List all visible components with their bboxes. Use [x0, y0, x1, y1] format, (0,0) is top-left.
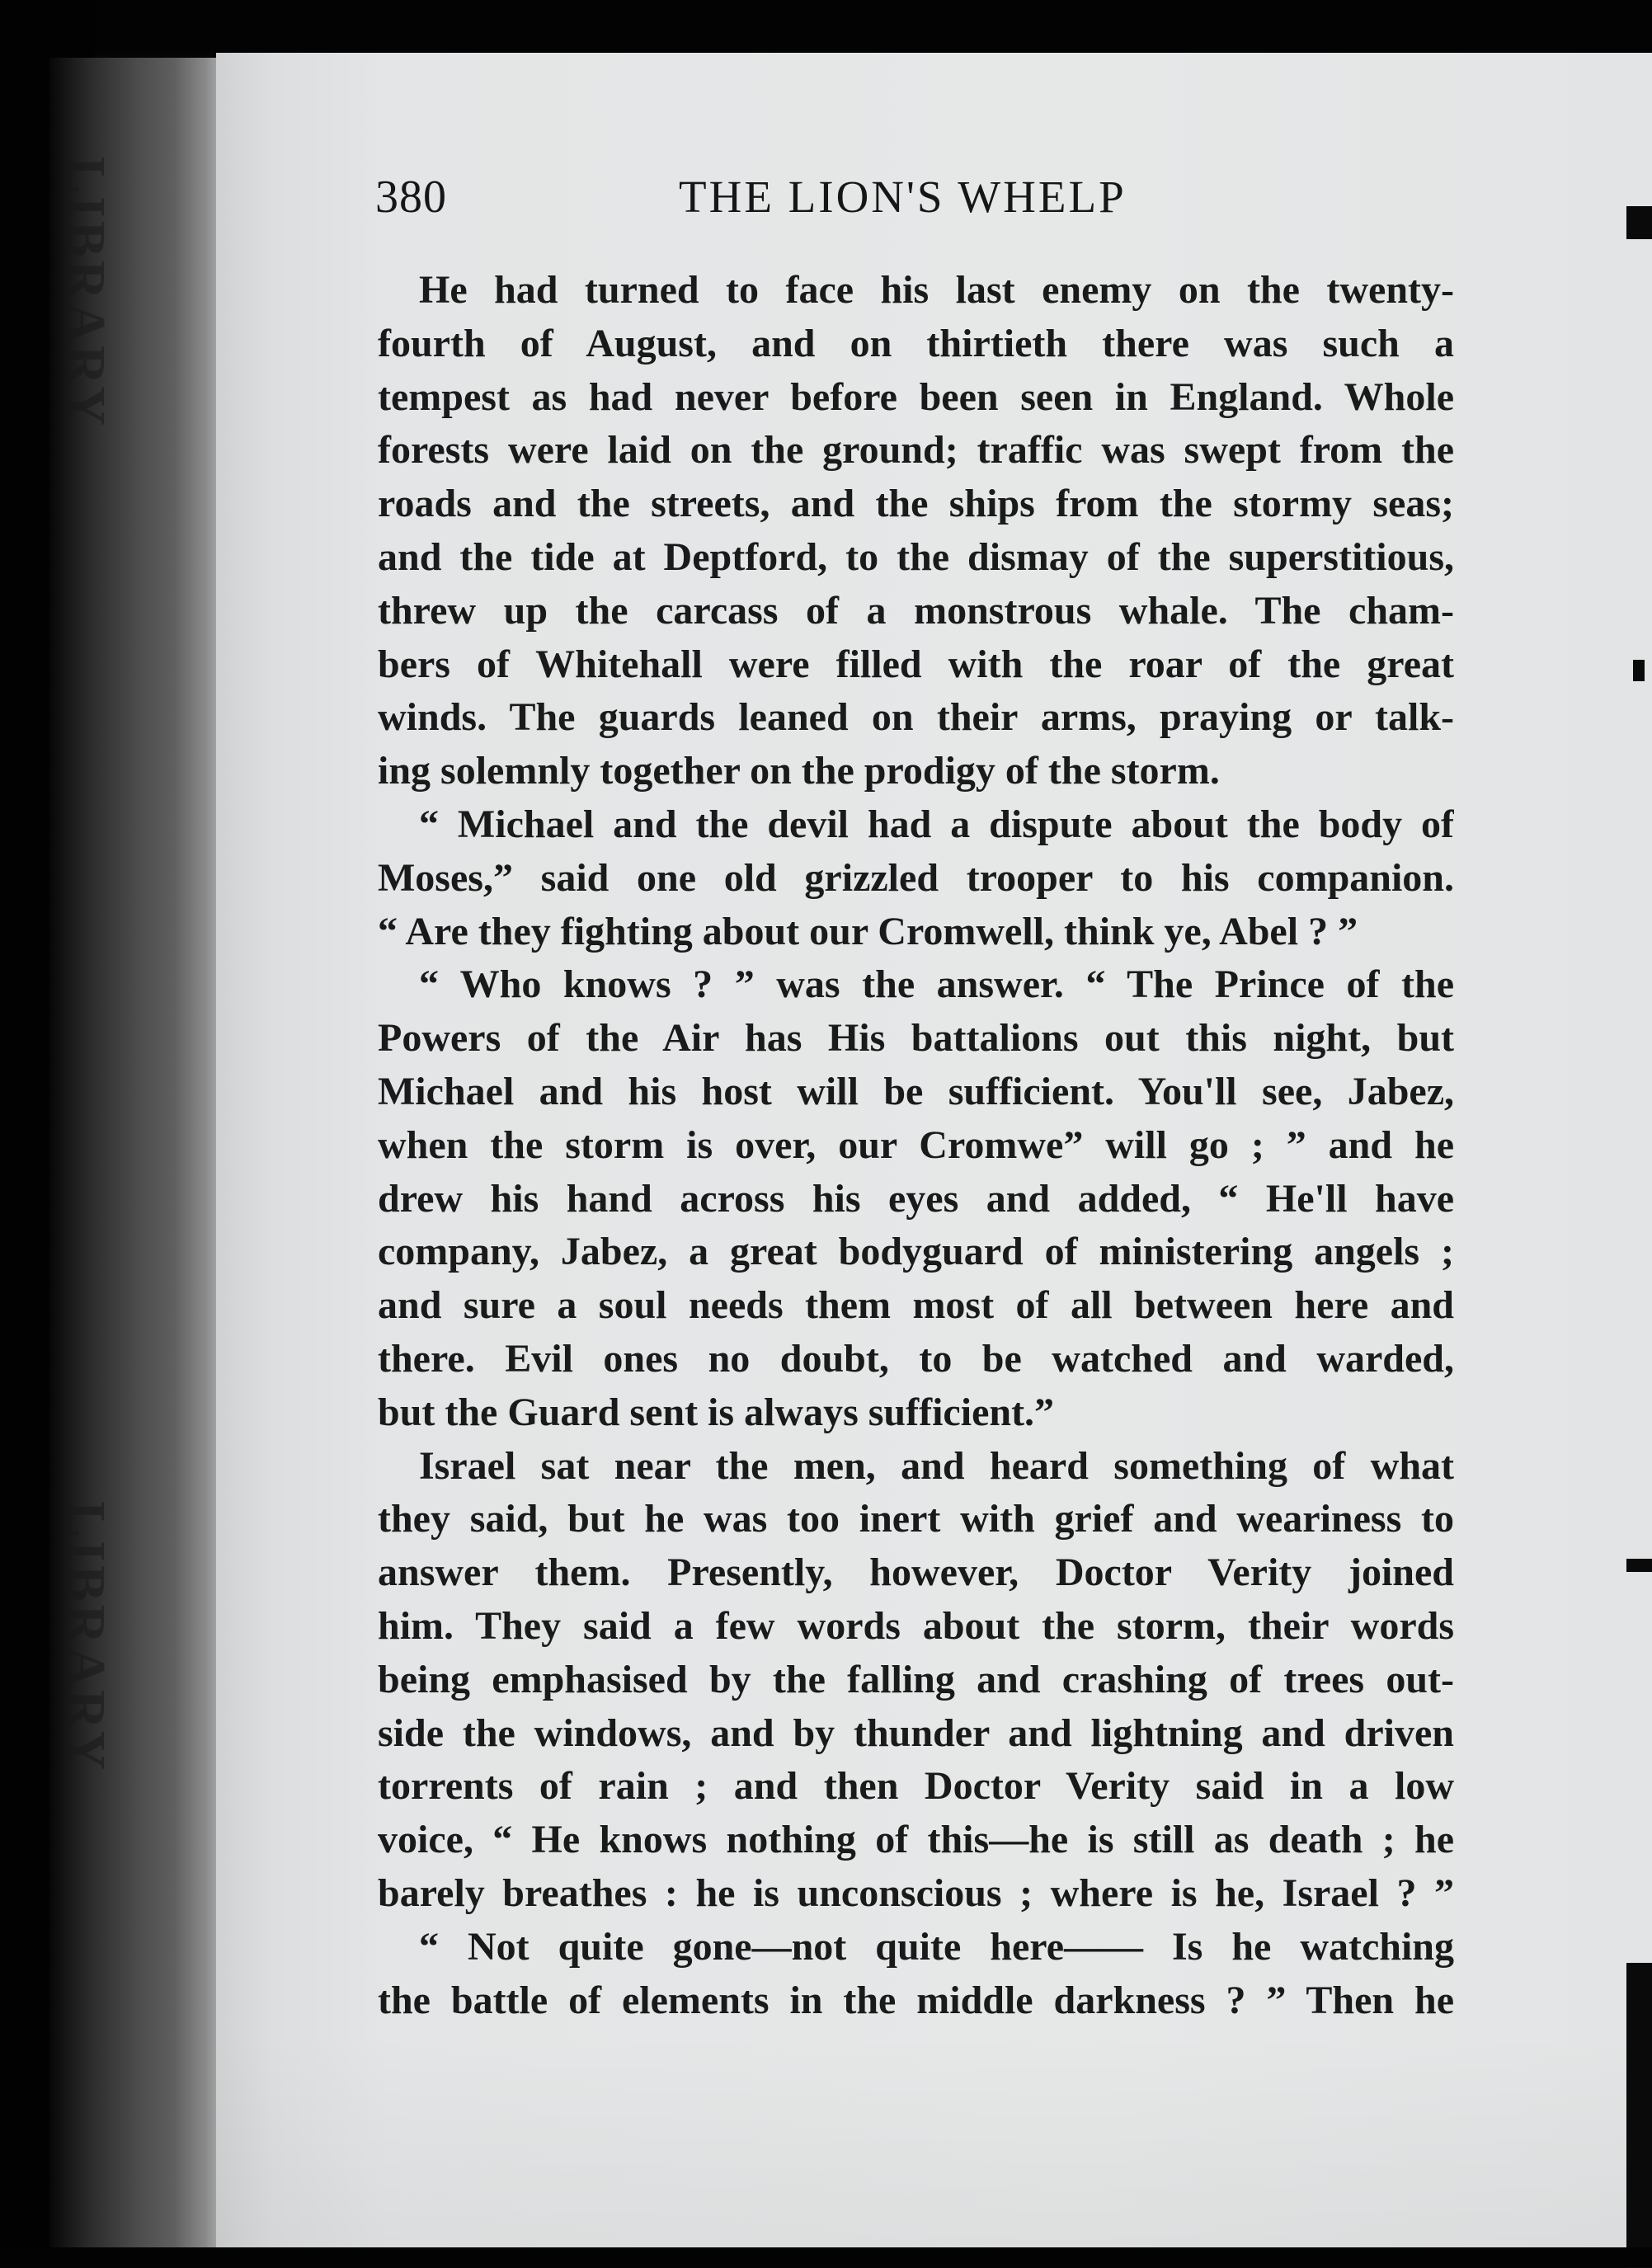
page-body [378, 264, 1454, 2027]
text-line: “ Are they fighting about our Cromwell, think ye, Abel ? ” [378, 909, 1358, 953]
scan-border-bottom [0, 2247, 1652, 2267]
text-line: Moses,” said one old grizzled trooper to his companion. [378, 855, 1454, 900]
text-line: forests were laid on the ground; traffic was swept from the [378, 428, 1454, 473]
text-line: there. Evil ones no doubt, to be watched and warded, [378, 1336, 1454, 1381]
text-line: drew his hand across his eyes and added, “ He'll have [378, 1176, 1454, 1221]
text-line: barely breathes : he is unconscious ; where is he, Israel ? ” [378, 1870, 1454, 1915]
text-line: fourth of August, and on thirtieth there was such a [378, 321, 1454, 365]
text-line: Powers of the Air has His battalions out this night, but [378, 1016, 1454, 1061]
text-line: “ Not quite gone—not quite here—— Is he watching [419, 1924, 1454, 1969]
text-line: side the windows, and by thunder and lightning and driven [378, 1710, 1454, 1755]
page-edge-mark [1626, 1559, 1652, 1572]
page-number: 380 [375, 172, 447, 223]
page-edge-mark [1626, 1963, 1652, 2268]
scan-border-top [0, 0, 1652, 53]
page-edge-mark [1633, 660, 1645, 681]
page-edge-mark [1626, 206, 1652, 239]
text-line: “ Who knows ? ” was the answer. “ The Prince of the [419, 962, 1454, 1007]
text-line: him. They said a few words about the storm, their words [378, 1603, 1454, 1648]
text-line: when the storm is over, our Cromwe” will go ; ” and he [378, 1122, 1454, 1167]
text-line: being emphasised by the falling and crashing of trees out- [378, 1657, 1454, 1701]
text-line: He had turned to face his last enemy on the twenty- [419, 268, 1454, 312]
text-line: company, Jabez, a great bodyguard of ministering angels ; [378, 1230, 1454, 1274]
text-line: the battle of elements in the middle darkness ? ” Then he [378, 1978, 1454, 2022]
text-line: Israel sat near the men, and heard something of what [419, 1443, 1454, 1488]
text-line: answer them. Presently, however, Doctor Verity joined [378, 1550, 1454, 1595]
spine-stamp-lower: LIBRARY [56, 1501, 116, 1774]
running-title: THE LION'S WHELP [679, 172, 1127, 222]
text-line: tempest as had never before been seen in England. Whole [378, 374, 1454, 419]
text-line: voice, “ He knows nothing of this—he is still as death ; he [378, 1818, 1454, 1862]
text-line: and sure a soul needs them most of all between here and [378, 1283, 1454, 1328]
text-line: but the Guard sent is always sufficient.” [378, 1390, 1055, 1434]
text-line: torrents of rain ; and then Doctor Verity said in a low [378, 1764, 1454, 1809]
text-line: and the tide at Deptford, to the dismay of the superstitious, [378, 534, 1454, 579]
text-line: winds. The guards leaned on their arms, praying or talk- [378, 695, 1454, 740]
text-line: they said, but he was too inert with grief and weariness to [378, 1497, 1454, 1541]
text-line: roads and the streets, and the ships from the stormy seas; [378, 482, 1454, 526]
text-line: “ Michael and the devil had a dispute about the body of [419, 802, 1454, 846]
text-line: threw up the carcass of a monstrous whale. The cham- [378, 588, 1454, 633]
page-header [375, 171, 1456, 228]
spine-stamp-upper: LIBRARY [56, 157, 116, 430]
text-line: ing solemnly together on the prodigy of the storm. [378, 749, 1220, 793]
text-line: bers of Whitehall were filled with the roar of the great [378, 642, 1454, 686]
text-line: Michael and his host will be sufficient. You'll see, Jabez, [378, 1069, 1454, 1113]
